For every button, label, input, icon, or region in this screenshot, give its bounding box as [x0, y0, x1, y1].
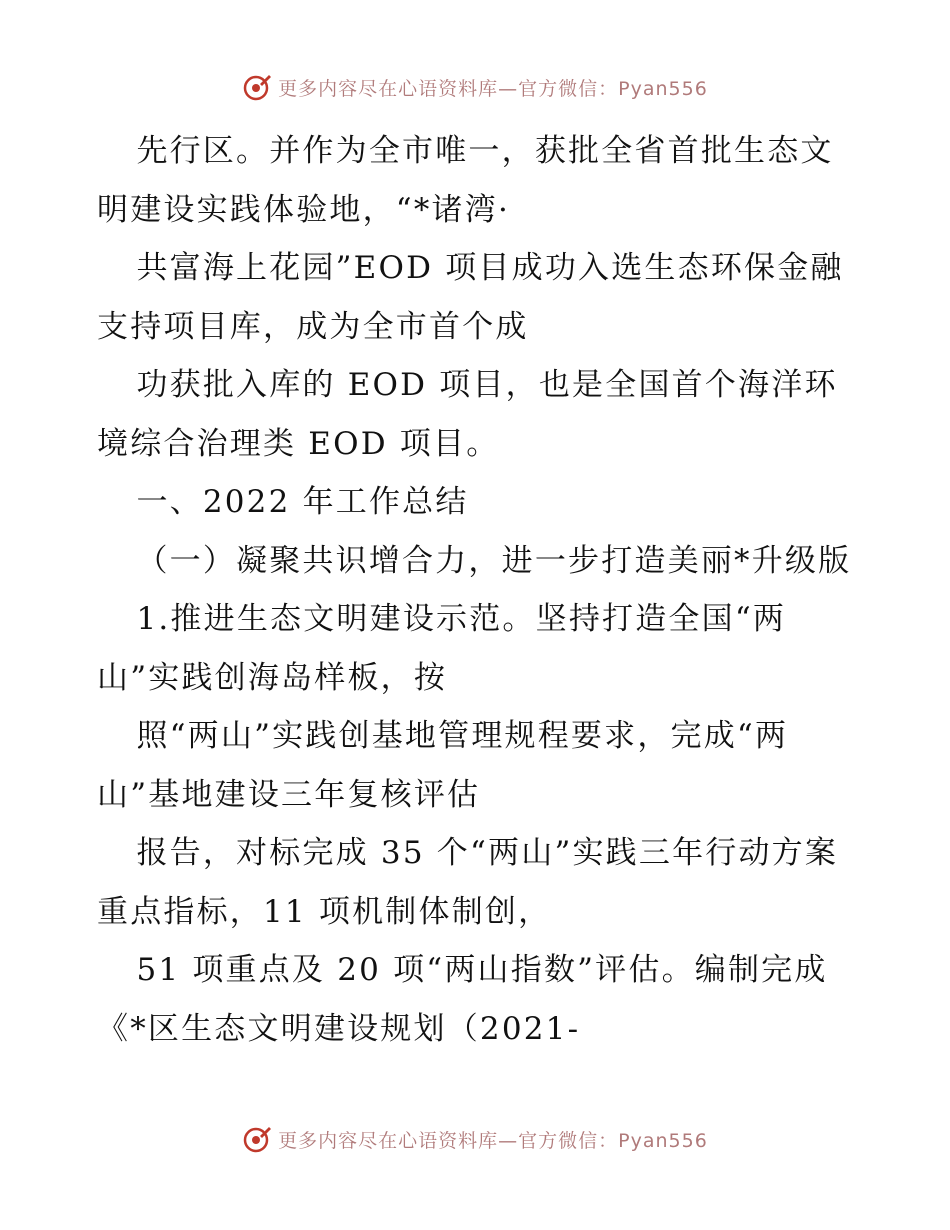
pen-logo-icon: [242, 1124, 272, 1154]
paragraph: 功获批入库的 EOD 项目，也是全国首个海洋环境综合治理类 EOD 项目。: [97, 367, 838, 462]
header-watermark: [0, 72, 950, 102]
paragraph: 照“两山”实践创基地管理规程要求，完成“两山”基地建设三年复核评估: [97, 718, 789, 813]
paragraph: 共富海上花园”EOD 项目成功入选生态环保金融支持项目库，成为全市首个成: [97, 250, 844, 345]
paragraph: 51 项重点及 20 项“两山指数”评估。编制完成《*区生态文明建设规划（2021-: [97, 952, 828, 1047]
subsection-heading: （一）凝聚共识增合力，进一步打造美丽*升级版: [136, 542, 852, 579]
paragraph: 1.推进生态文明建设示范。坚持打造全国“两山”实践创海岛样板，按: [97, 601, 787, 696]
pen-logo-icon: [242, 72, 272, 102]
footer-watermark: [0, 1124, 950, 1154]
paragraph: 先行区。并作为全市唯一，获批全省首批生态文明建设实践体验地，“*诸湾·: [97, 133, 834, 228]
document-body: [97, 122, 857, 1058]
paragraph: 报告，对标完成 35 个“两山”实践三年行动方案重点指标，11 项机制体制创，: [97, 835, 839, 930]
watermark-text: 更多内容尽在心语资料库—官方微信：Pyan556: [278, 1129, 708, 1152]
watermark-text: 更多内容尽在心语资料库—官方微信：Pyan556: [278, 77, 708, 100]
section-heading: 一、2022 年工作总结: [136, 484, 469, 520]
